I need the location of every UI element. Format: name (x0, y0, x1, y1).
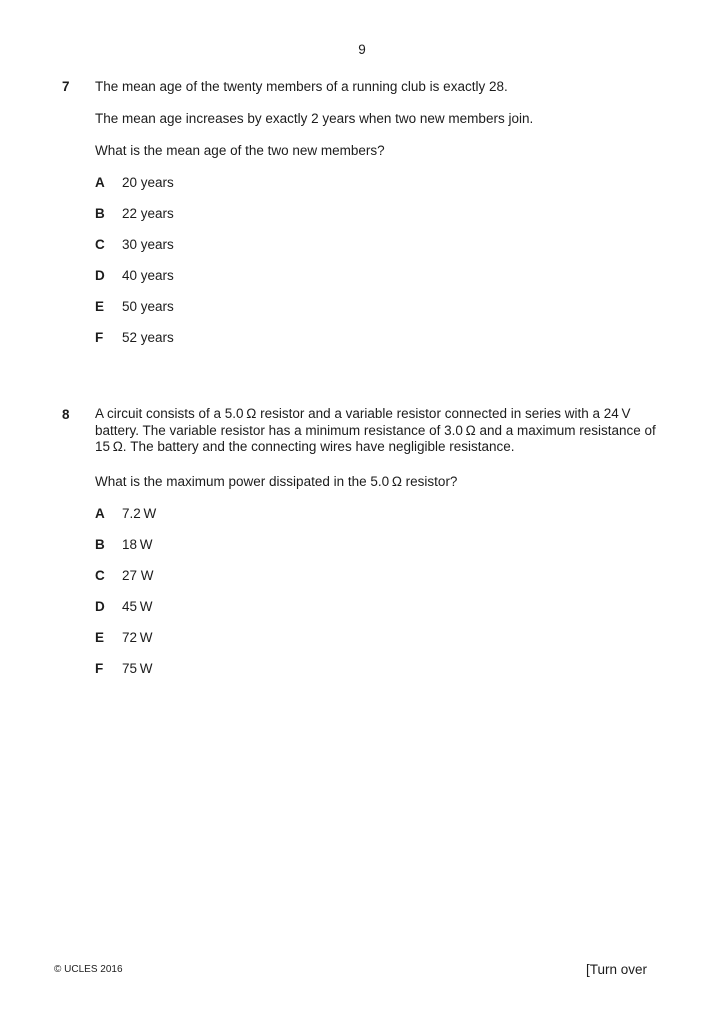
option-letter: D (95, 268, 105, 283)
option-c (95, 567, 664, 584)
question-number: 7 (62, 79, 70, 94)
option-d (95, 267, 664, 284)
question-stem-line: What is the maximum power dissipated in the 5.0 Ω resistor? (95, 473, 458, 489)
footer-copyright: © UCLES 2016 (54, 964, 123, 975)
question-7 (0, 78, 724, 360)
option-text: 7.2 W (122, 505, 157, 521)
page-number: 9 (358, 42, 366, 57)
question-body (95, 78, 664, 360)
question-number: 8 (62, 407, 70, 422)
option-d (95, 598, 664, 615)
option-text: 52 years (122, 330, 174, 345)
options-list (95, 174, 664, 346)
question-stem-line: What is the mean age of the two new members? (95, 143, 385, 158)
option-letter: C (95, 237, 105, 252)
question-paragraph: The mean age of the twenty members of a running club is exactly 28. (95, 79, 508, 94)
option-f (95, 660, 664, 677)
option-text: 50 years (122, 299, 174, 314)
option-letter: E (95, 299, 105, 314)
option-text: 40 years (122, 268, 174, 283)
question-paragraph: The mean age increases by exactly 2 years when two new members join. (95, 111, 534, 126)
option-text: 18 W (122, 536, 153, 552)
option-a (95, 174, 664, 191)
option-letter: E (95, 629, 105, 645)
option-letter: C (95, 567, 105, 583)
option-a (95, 505, 664, 522)
footer-turn-over: [Turn over (585, 962, 647, 977)
option-text: 75 W (122, 660, 153, 676)
option-letter: D (95, 598, 105, 614)
option-f (95, 329, 664, 346)
option-letter: B (95, 536, 105, 552)
option-b (95, 205, 664, 222)
option-letter: F (95, 660, 104, 676)
option-e (95, 298, 664, 315)
option-text: 20 years (122, 175, 174, 190)
question-paragraph: A circuit consists of a 5.0 Ω resistor and a variable resistor connected in series with a 24 V battery. The variable resistor has a minimum resistance of 3.0 Ω and a maximum resistance of 15 Ω. The battery and the connecting wires have negligible resistance. (95, 406, 656, 454)
question-8 (0, 406, 724, 691)
option-text: 30 years (122, 237, 174, 252)
option-e (95, 629, 664, 646)
option-letter: B (95, 206, 105, 221)
option-text: 27 W (122, 567, 154, 583)
options-list (95, 505, 664, 677)
option-b (95, 536, 664, 553)
question-body (95, 406, 664, 691)
option-letter: A (95, 175, 105, 190)
option-letter: F (95, 330, 104, 345)
option-text: 72 W (122, 629, 153, 645)
option-text: 22 years (122, 206, 174, 221)
option-c (95, 236, 664, 253)
option-letter: A (95, 505, 105, 521)
option-text: 45 W (122, 598, 153, 614)
